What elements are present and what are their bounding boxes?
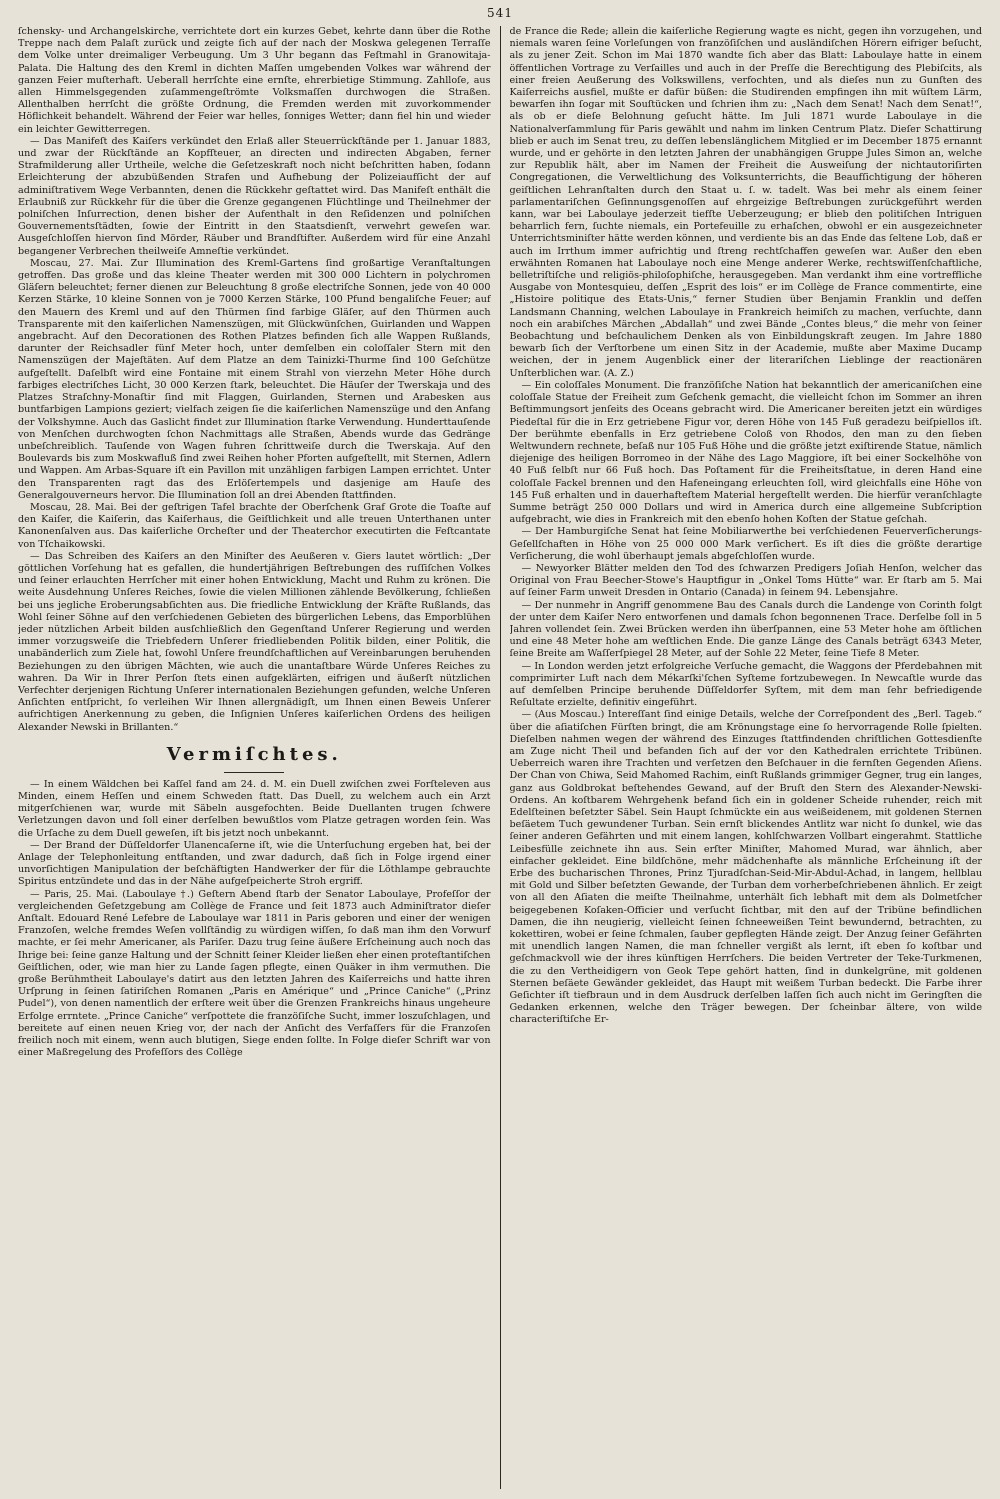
article-paragraph: — Newyorker Blätter melden den Tod des ſchwarzen Predigers Joſiah Henſon, welcher das Original von Frau Beecher-Stowe's Hauptfigur in „Onkel Toms Hütte“ war. Er ſtarb am 5. Mai auf ſeiner Farm unweit Dresden in Ontario (Canada) in ſeinem 94. Lebensjahre. bbox=[509, 562, 983, 599]
article-paragraph: Moscau, 28. Mai. Bei der geſtrigen Tafel brachte der Oberſchenk Graf Grote die Toaſte auf den Kaiſer, die Kaiſerin, das Kaiſerhaus, die Geiſtlichkeit und alle treuen Unterthanen unter Kanonenſalven aus. Das kaiſerliche Orcheſter und der Theaterchor executirten die Feſtcantate von Tſchaikowski. bbox=[18, 501, 491, 550]
column-divider bbox=[500, 26, 501, 1489]
article-paragraph: ſchensky- und Archangelskirche, verrichtete dort ein kurzes Gebet, kehrte dann über die Rothe Treppe nach dem Palaſt zurück und zeigte ſich auf der nach der Moskwa gelegenen Terraſſe dem Volke unter dreimaliger Verbeugung. Um 3 Uhr begann das Feſtmahl in Granowitaja-Palata. Die Haltung des den Kreml in dichten Maſſen umgebenden Volkes war während der ganzen Feier muſterhaft. Ueberall herrſchte eine ernſte, ehrerbietige Stimmung. Zahlloſe, aus allen Himmelsgegenden zuſammengeſtrömte Volksmaſſen durchwogen die Straßen. Allenthalben herrſcht die größte Ordnung, die Fremden werden mit zuvorkommender Höflichkeit behandelt. Während der Feier war helles, ſonniges Wetter; dann fiel hin und wieder ein leichter Gewitterregen. bbox=[18, 26, 491, 135]
left-column bbox=[18, 26, 491, 1489]
right-column bbox=[510, 26, 983, 1489]
article-paragraph: — Der nunmehr in Angriff genommene Bau des Canals durch die Landenge von Corinth folgt der unter dem Kaiſer Nero entworfenen und damals ſchon begonnenen Trace. Derſelbe ſoll in 5 Jahren vollendet ſein. Zwei Brücken werden ihn überſpannen, eine 53 Meter hohe am öſtlichen und eine 48 Meter hohe am weſtlichen Ende. Die ganze Länge des Canals beträgt 6343 Meter, ſeine Breite am Waſſerſpiegel 28 Meter, auf der Sohle 22 Meter, ſeine Tiefe 8 Meter. bbox=[509, 599, 983, 660]
page-number: 541 bbox=[487, 6, 513, 20]
article-paragraph: — In London werden jetzt erfolgreiche Verſuche gemacht, die Waggons der Pferdebahnen mit comprimirter Luft nach dem Mékarſki'ſchen Syſteme fortzubewegen. In Newcaſtle wurde das auf demſelben Principe beruhende Düſſeldorfer Syſtem, mit dem man ſehr befriedigende Reſultate erzielte, definitiv eingeführt. bbox=[509, 660, 983, 709]
article-paragraph: — Paris, 25. Mai. (Laboulaye †.) Geſtern Abend ſtarb der Senator Laboulaye, Profeſſor der vergleichenden Geſetzgebung am Collège de France und ſeit 1873 auch Adminiſtrator dieſer Anſtalt. Edouard René Lefebre de Laboulaye war 1811 in Paris geboren und einer der wenigen Franzoſen, welche fremdes Weſen vollſtändig zu würdigen wiſſen, ſo daß man ihm den Vorwurf machte, er ſei mehr Americaner, als Pariſer. Dazu trug ſeine äußere Erſcheinung auch noch das Ihrige bei: ſeine ganze Haltung und der Schnitt ſeiner Kleider ließen eher einen proteſtantiſchen Geiſtlichen, oder, wie man hier zu Lande ſagen pflegte, einen Quäker in ihm vermuthen. Die große Berühmtheit Laboulaye's datirt aus den letzten Jahren des Kaiſerreichs und hatte ihren Urſprung in ſeinen ſatiriſchen Romanen „Paris en Amérique“ und „Prince Caniche“ („Prinz Pudel“), von denen namentlich der erſtere weit über die Grenzen Frankreichs hinaus ungeheure Erfolge errntete. „Prince Caniche“ verſpottete die franzöſiſche Sucht, immer loszuſchlagen, und bereitete auf einen neuen Krieg vor, der nach der Anſicht des Verfaſſers für die Franzoſen freilich noch mit einem, wenn auch blutigen, Siege enden ſollte. In Folge dieſer Schrift war von einer Maßregelung des Profeſſors des Collège bbox=[18, 888, 491, 1059]
article-paragraph: — Der Brand der Düſſeldorfer Ulanencaſerne iſt, wie die Unterſuchung ergeben hat, bei der Anlage der Telephonleitung entſtanden, und zwar dadurch, daß ſich in Folge irgend einer unvorſichtigen Manipulation der beſchäftigten Handwerker der für die Löthlampe gebrauchte Spiritus entzündete und das in der Nähe aufgeſpeicherte Stroh ergriff. bbox=[18, 839, 491, 888]
article-paragraph: — (Aus Moscau.) Intereſſant ſind einige Details, welche der Correſpondent des „Berl. Tageb.“ über die aſiatiſchen Fürſten bringt, die am Krönungstage eine ſo hervorragende Rolle ſpielten. Dieſelben nahmen wegen der während des Einzuges ſtattfindenden chriſtlichen Gottesdienſte am Zuge nicht Theil und befanden ſich auf der vor den Kathedralen errichtete Tribünen. Ueberreich waren ihre Trachten und verſetzen den Beſchauer in die fernſten Gegenden Aſiens. Der Chan von Chiwa, Seid Mahomed Rachim, einſt Rußlands grimmiger Gegner, trug ein langes, ganz aus Goldbrokat beſtehendes Gewand, auf der Bruſt den Stern des Alexander-Newski-Ordens. An koſtbarem Wehrgehenk befand ſich ein in goldener Scheide ruhender, reich mit Edelſteinen beſetzter Säbel. Sein Haupt ſchmückte ein aus weißeidenem, mit goldenen Sternen beſäetem Tuch gewundener Turban. Sein ernſt blickendes Antlitz war nicht ſo dunkel, wie das ſeiner anderen Gefährten und mit einem langen, kohlſchwarzen Vollbart eingerahmt. Stattliche Leibesfülle zeichnete ihn aus. Sein erſter Miniſter, Mahomed Murad, war ähnlich, aber einfacher gekleidet. Eine bildſchöne, mehr mädchenhafte als männliche Erſcheinung iſt der Erbe des bucharischen Thrones, Prinz Tjuradſchan-Seid-Mir-Abdul-Achad, in langem, hellblau mit Gold und Silber beſetzten Gewande, der Turban dem vorherbeſchriebenen ähnlich. Er zeigt von all den Aſiaten die meiſte Theilnahme, unterhält ſich lebhaft mit dem als Dolmetſcher beigegebenen Koſaken-Officier und verſucht ſichtbar, mit den auf der Tribüne befindlichen Damen, die ihn neugierig, vielleicht ſeinen ſchneeweißen Teint bewundernd, betrachten, zu kokettiren, wobei er ſeine ſchmalen, ſauber gepflegten Hände zeigt. Der Anzug ſeiner Gefährten mit unendlich langen Namen, die man ſchneller vergißt als lernt, iſt eben ſo koſtbar und geſchmackvoll wie der ihres künftigen Herrſchers. Die beiden Vertreter der Teke-Turkmenen, die zu den Vertheidigern von Geok Tepe gehört hatten, ſind in dunkelgrüne, mit goldenen Sternen beſäete Gewänder gekleidet, das Haupt mit weißem Turban bedeckt. Die Farbe ihrer Geſichter iſt tiefbraun und in dem Ausdruck derſelben laſſen ſich auch nicht im Geringſten die Gedanken erkennen, welche den Träger bewegen. Der ſcheinbar ältere, von wilde characteriſtiſche Er- bbox=[509, 709, 983, 1026]
article-paragraph: — In einem Wäldchen bei Kaſſel fand am 24. d. M. ein Duell zwiſchen zwei Forſteleven aus Minden, einem Heſſen und einem Schweden ſtatt. Das Duell, zu welchem auch ein Arzt mitgerſchienen war, wurde mit Säbeln ausgefochten. Beide Duellanten trugen ſchwere Verletzungen davon und ſoll einer derſelben bewußtlos vom Platze getragen worden ſein. Was die Urſache zu dem Duell geweſen, iſt bis jetzt noch unbekannt. bbox=[18, 778, 491, 839]
article-paragraph: — Das Manifeſt des Kaiſers verkündet den Erlaß aller Steuerrückſtände per 1. Januar 1883, und zwar der Rückſtände an Kopfſteuer, an directen und indirecten Abgaben, ferner Strafmilderung aller Urtheile, welche die Geſetzeskraft noch nicht beſchritten haben, ſodann Erleichterung der abzubüßenden Strafen und Aufhebung der Polizeiaufſicht der auf adminiſtrativem Wege Verbannten, denen die Rückkehr geſtattet wird. Das Manifeſt enthält die Erlaubniß zur Rückkehr für die über die Grenze gegangenen Flüchtlinge und Theilnehmer der polniſchen Inſurrection, denen bisher der Aufenthalt in den Reſidenzen und polniſchen Gouvernementsſtädten, ſowie der Eintritt in den Staatsdienſt, verwehrt geweſen war. Ausgeſchloſſen hiervon ſind Mörder, Räuber und Brandſtifter. Außerdem wird für eine Anzahl begangener Verbrechen theilweiſe Amneſtie verkündet. bbox=[18, 135, 491, 257]
article-paragraph: — Das Schreiben des Kaiſers an den Miniſter des Aeußeren v. Giers lautet wörtlich: „Der göttlichen Vorſehung hat es gefallen, die hundertjährigen Beſtrebungen des ruſſiſchen Volkes und ſeiner erlauchten Herrſcher mit einer hohen Entwicklung, Macht und Ruhm zu krönen. Die weite Ausdehnung Unſeres Reiches, ſowie die vielen Millionen zählende Bevölkerung, ſchließen bei uns jegliche Eroberungsabſichten aus. Die friedliche Entwicklung der Kräfte Rußlands, das Wohl ſeiner Söhne auf den verſchiedenen Gebieten des bürgerlichen Lebens, das Emporblühen jeder nützlichen Arbeit bilden ausſchließlich den Gegenſtand Unſerer Regierung und werden immer vorzugsweiſe die Triebfedern Unſerer friedliebenden Politik bilden, einer Politik, die unabänderlich zum Ziele hat, ſowohl Unſere freundſchaftlichen auf Vereinbarungen beruhenden Beziehungen zu den übrigen Mächten, wie auch die unantaſtbare Würde Unſeres Reiches zu wahren. Da Wir in Ihrer Perſon ſtets einen aufgeklärten, eifrigen und äußerſt nützlichen Verfechter derjenigen Richtung Unſerer internationalen Beziehungen gefunden, welche Unſeren Anſichten entſpricht, ſo verleihen Wir Ihnen allergnädigſt, um Ihnen einen Beweis Unſerer aufrichtigen Anerkennung zu geben, die Inſignien Unſeres kaiſerlichen Ordens des heiligen Alexander Newski in Brillanten.“ bbox=[18, 550, 491, 733]
section-heading: Vermiſchtes. bbox=[166, 743, 342, 765]
article-paragraph: — Ein coloſſales Monument. Die franzöſiſche Nation hat bekanntlich der americaniſchen eine coloſſale Statue der Freiheit zum Geſchenk gemacht, die vielleicht ſchon im Sommer an ihren Beſtimmungsort jenſeits des Oceans gebracht wird. Die Americaner bereiten jetzt ein würdiges Piedeſtal für die in Erz getriebene Figur vor, deren Höhe von 145 Fuß geradezu beiſpiellos iſt. Der berühmte ebenfalls in Erz getriebene Coloß von Rhodos, den man zu den ſieben Weltwundern rechnete, beſaß nur 105 Fuß Höhe und die größte jetzt exiſtirende Statue, nämlich diejenige des heiligen Borromeo in der Nähe des Lago Maggiore, iſt bei einer Sockelhöhe von 40 Fuß ſelbſt nur 66 Fuß hoch. Das Poſtament für die Freiheitsſtatue, in deren Hand eine coloſſale Fackel brennen und den Hafeneingang erleuchten ſoll, wird gleichfalls eine Höhe von 145 Fuß erhalten und in dauerhafteſtem Material hergeſtellt werden. Die hierfür veranſchlagte Summe beträgt 250 000 Dollars und wird in America durch eine allgemeine Subſcription aufgebracht, wie dies in Frankreich mit den ebenſo hohen Koſten der Statue geſchah. bbox=[509, 379, 983, 526]
article-paragraph: Moscau, 27. Mai. Zur Illumination des Kreml-Gartens ſind großartige Veranſtaltungen getroffen. Das große und das kleine Theater werden mit 300 000 Lichtern in polychromen Gläſern beleuchtet; ferner dienen zur Beleuchtung 8 große electriſche Sonnen, jede von 40 000 Kerzen Stärke, 10 kleine Sonnen von je 7000 Kerzen Stärke, 100 Pfund bengaliſche Feuer; auf den Mauern des Kreml und auf den Thürmen ſind farbige Gläſer, auf den Thürmen auch Transparente mit den kaiſerlichen Namenszügen, mit Glückwünſchen, Guirlanden und Wappen angebracht. Auf den Decorationen des Rothen Platzes befinden ſich alle Wappen Rußlands, darunter der Reichsadler fünf Meter hoch, unter demſelben ein coloſſaler Stern mit den Namenszügen der Majeſtäten. Auf dem Platze an dem Tainizki-Thurme ſind 100 Geſchütze aufgeſtellt. Daſelbſt wird eine Fontaine mit einem Strahl von vierzehn Meter Höhe durch farbiges electriſches Licht, 30 000 Kerzen ſtark, beleuchtet. Die Häuſer der Twerskaja und des Platzes Straſchny-Monaſtir ſind mit Flaggen, Guirlanden, Sternen und Arabesken aus buntfarbigen Lampions geziert; vielfach zeigen ſie die kaiſerlichen Namenszüge und den Anfang der Volkshymne. Auch das Gaslicht findet zur Illumination ſtarke Verwendung. Hunderttauſende von Menſchen durchwogten ſchon Nachmittags alle Straßen, Abends wurde das Gedränge unbeſchreiblich. Tauſende von Wagen fuhren ſchrittweiſe durch die Twerskaja. Auf den Boulevards bis zum Moskwafluß ſind zwei Reihen hoher Pforten aufgeſtellt, mit Sternen, Adlern und Wappen. Am Arbas-Square iſt ein Pavillon mit unzähligen farbigen Lampen errichtet. Unter den Transparenten ragt das des Erlöſertempels und dasjenige am Hauſe des Generalgouverneurs hervor. Die Illumination ſoll an drei Abenden ſtattfinden. bbox=[18, 257, 491, 501]
article-paragraph: — Der Hamburgiſche Senat hat ſeine Mobiliarwerthe bei verſchiedenen Feuerverſicherungs-Geſellſchaften in Höhe von 25 000 000 Mark verſichert. Es iſt dies die größte derartige Verſicherung, die wohl überhaupt jemals abgeſchloſſen wurde. bbox=[509, 526, 983, 562]
article-paragraph: de France die Rede; allein die kaiſerliche Regierung wagte es nicht, gegen ihn vorzugehen, und niemals waren ſeine Vorleſungen von franzöſiſchen und ausländiſchen Hörern eifriger beſucht, als zu jener Zeit. Schon im Mai 1870 wandte ſich aber das Blatt: Laboulaye hatte in einem öffentlichen Vortrage zu Verſailles und auch in der Preſſe die Berechtigung des Plebiſcits, als einer freien Aeußerung des Volkswillens, verfochten, und als dieſes nun zu Gunſten des Kaiſerreichs ausfiel, mußte er dafür büßen: die Studirenden empfingen ihn mit wüſtem Lärm, bewarfen ihn ſogar mit Souſtücken und ſchrien ihm zu: „Nach dem Senat! Nach dem Senat!“, als ob er dieſe Belohnung geſucht hätte. Im Juli 1871 wurde Laboulaye in die Nationalverſammlung für Paris gewählt und nahm im linken Centrum Platz. Dieſer Schattirung blieb er auch im Senat treu, zu deſſen lebenslänglichem Mitglied er im December 1875 ernannt wurde, und er gehörte in den letzten Jahren der unabhängigen Gruppe Jules Simon an, welche zur Republik hält, aber im Namen der Freiheit die Ausweiſung der nichtautoriſirten Congregationen, die Verweltlichung des Volksunterrichts, die Beaufſichtigung der höheren geiſtlichen Lehranſtalten durch den Staat u. ſ. w. tadelt. Was bei mehr als einem ſeiner parlamentariſchen Geſinnungsgenoſſen auf ehrgeizige Beſtrebungen zurückgeführt werden kann, war bei Laboulaye jederzeit tiefſte Ueberzeugung; er blieb den politiſchen Intriguen beharrlich fern, ſuchte niemals, ein Portefeuille zu erhaſchen, obwohl er ein ausgezeichneter Unterrichtsminiſter hätte werden können, und verdiente bis an das Ende das ſeltene Lob, daß er auch im Irrthum immer aufrichtig und ſtreng rechtſchaffen geweſen war. Außer den eben erwähnten Romanen hat Laboulaye noch eine Menge anderer Werke, rechtswiſſenſchaftliche, belletriſtiſche und religiös-philoſophiſche, herausgegeben. Man verdankt ihm eine vortreffliche Ausgabe von Montesquieu, deſſen „Esprit des lois“ er im Collège de France commentirte, eine „Histoire politique des Etats-Unis,“ ferner Studien über Benjamin Franklin und deſſen Landsmann Channing, welchen Laboulaye in Frankreich heimiſch zu machen, verſuchte, dann noch ein arabiſches Märchen „Abdallah“ und zwei Bände „Contes bleus,“ die mehr von ſeiner Beobachtung und beſchaulichem Denken als von Einbildungskraft zeugen. Im Jahre 1880 bewarb ſich der Verſtorbene um einen Sitz in der Academie, mußte aber Maxime Ducamp weichen, der in jenem Augenblick einer der literariſchen Lieblinge der reactionären Unſterblichen war. (A. Z.) bbox=[509, 26, 983, 379]
columns bbox=[18, 26, 982, 1489]
heading-rule bbox=[224, 772, 284, 773]
